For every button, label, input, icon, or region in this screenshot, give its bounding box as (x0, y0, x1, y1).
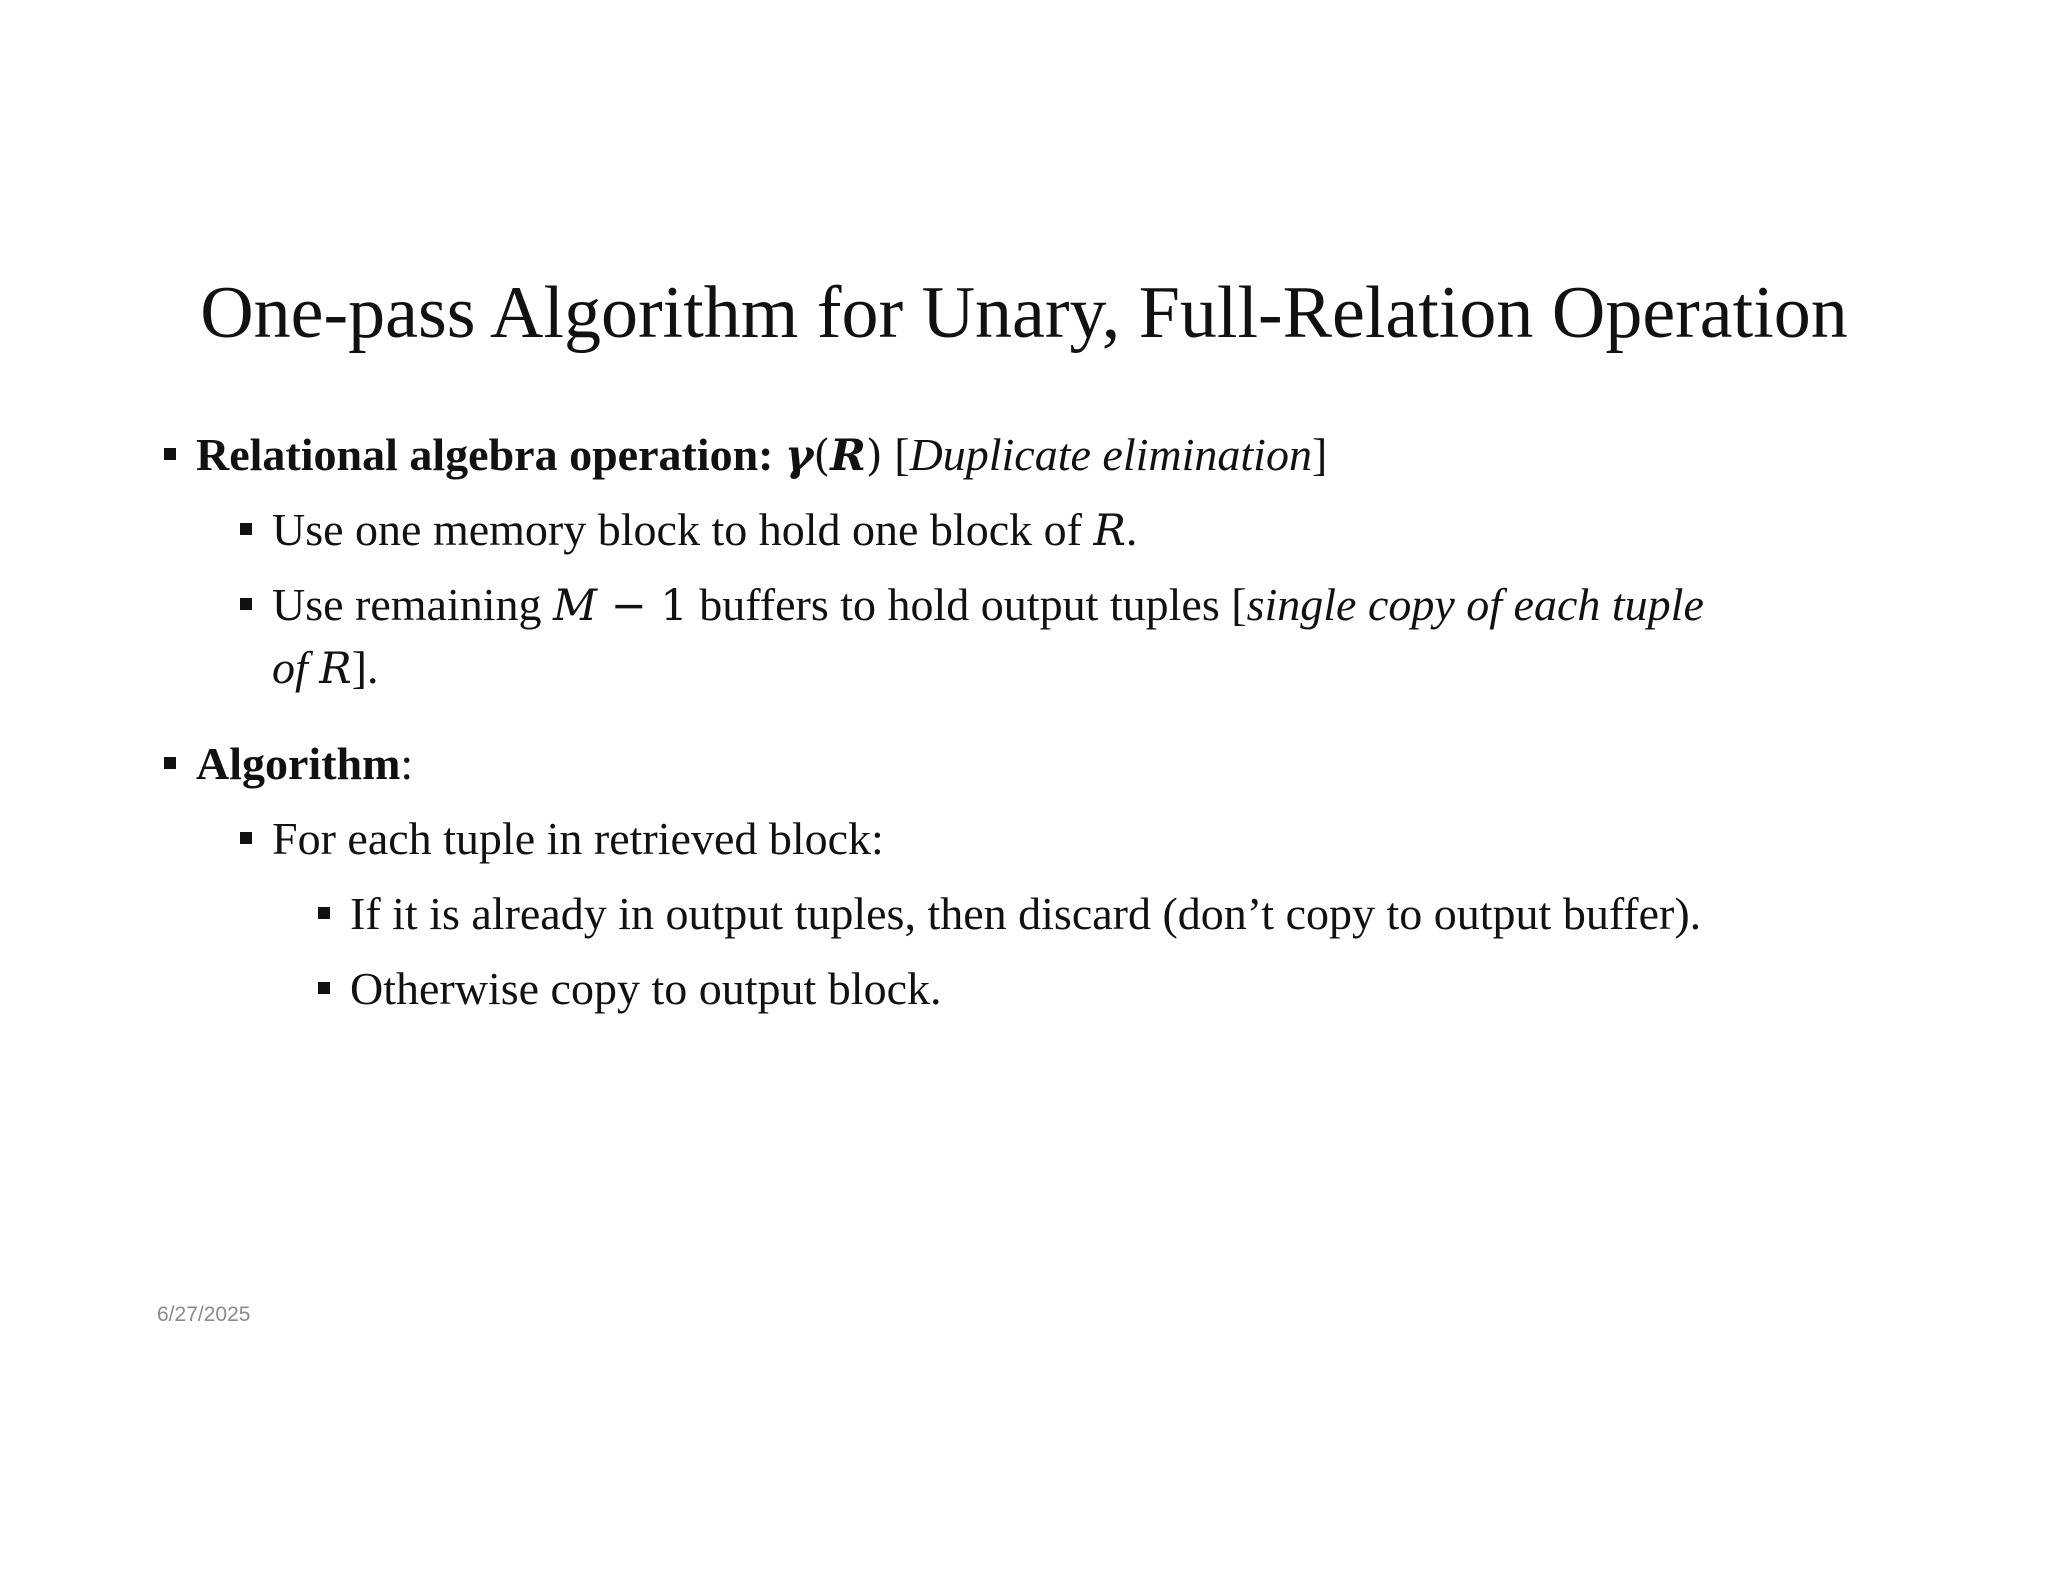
bullet-marker (164, 448, 176, 460)
memory-symbol: M (553, 581, 598, 631)
space (883, 429, 895, 480)
relation-symbol: R (1093, 506, 1126, 556)
period: . (1125, 504, 1138, 555)
bullet-relational-algebra (196, 427, 1327, 484)
bullet-discard-duplicate (350, 886, 1701, 942)
bullet-marker (240, 832, 252, 844)
bullet-text: For each tuple in retrieved block: (272, 813, 884, 864)
bullet-marker (164, 757, 176, 769)
bullet-note: single copy of each tuple (1246, 579, 1704, 630)
paren-open: ( (813, 431, 831, 481)
slide-title: One-pass Algorithm for Unary, Full-Relation Operation (200, 272, 1848, 354)
gamma-symbol: γ (785, 431, 814, 481)
bullet-marker (318, 982, 330, 994)
paren-close: ) (865, 431, 883, 481)
bullet-marker (318, 907, 330, 919)
bullet-note-cont: of (272, 642, 320, 693)
bullet-text: Otherwise copy to output block. (350, 963, 942, 1014)
bracket-open: [ (894, 429, 910, 480)
bullet-marker (240, 598, 252, 610)
operation-note: Duplicate elimination (909, 429, 1312, 480)
bullet-text-cont: buffers to hold output tuples [ (687, 579, 1247, 630)
bullet-for-each-tuple (272, 811, 884, 867)
bullet-text: Use one memory block to hold one block of (272, 504, 1094, 555)
bullet-algorithm (196, 736, 413, 792)
bullet-remaining-buffers (272, 577, 1704, 634)
bracket-close: ]. (351, 642, 379, 693)
bullet-label: Algorithm (196, 738, 401, 789)
slide-date: 6/27/2025 (157, 1303, 251, 1326)
bullet-one-memory-block (272, 502, 1137, 559)
bullet-text: Use remaining (272, 579, 554, 630)
bullet-copy-to-output (350, 961, 942, 1017)
bracket-close: ] (1311, 429, 1328, 480)
bullet-remaining-buffers-wrap (272, 640, 379, 697)
bullet-text: If it is already in output tuples, then discard (don’t copy to output buffer). (350, 888, 1702, 939)
colon: : (400, 738, 414, 789)
relation-symbol: R (319, 644, 352, 694)
minus-one: − 1 (597, 581, 688, 631)
relation-symbol: R (830, 431, 866, 481)
bullet-label: Relational algebra operation: (196, 429, 785, 480)
bullet-marker (240, 523, 252, 535)
